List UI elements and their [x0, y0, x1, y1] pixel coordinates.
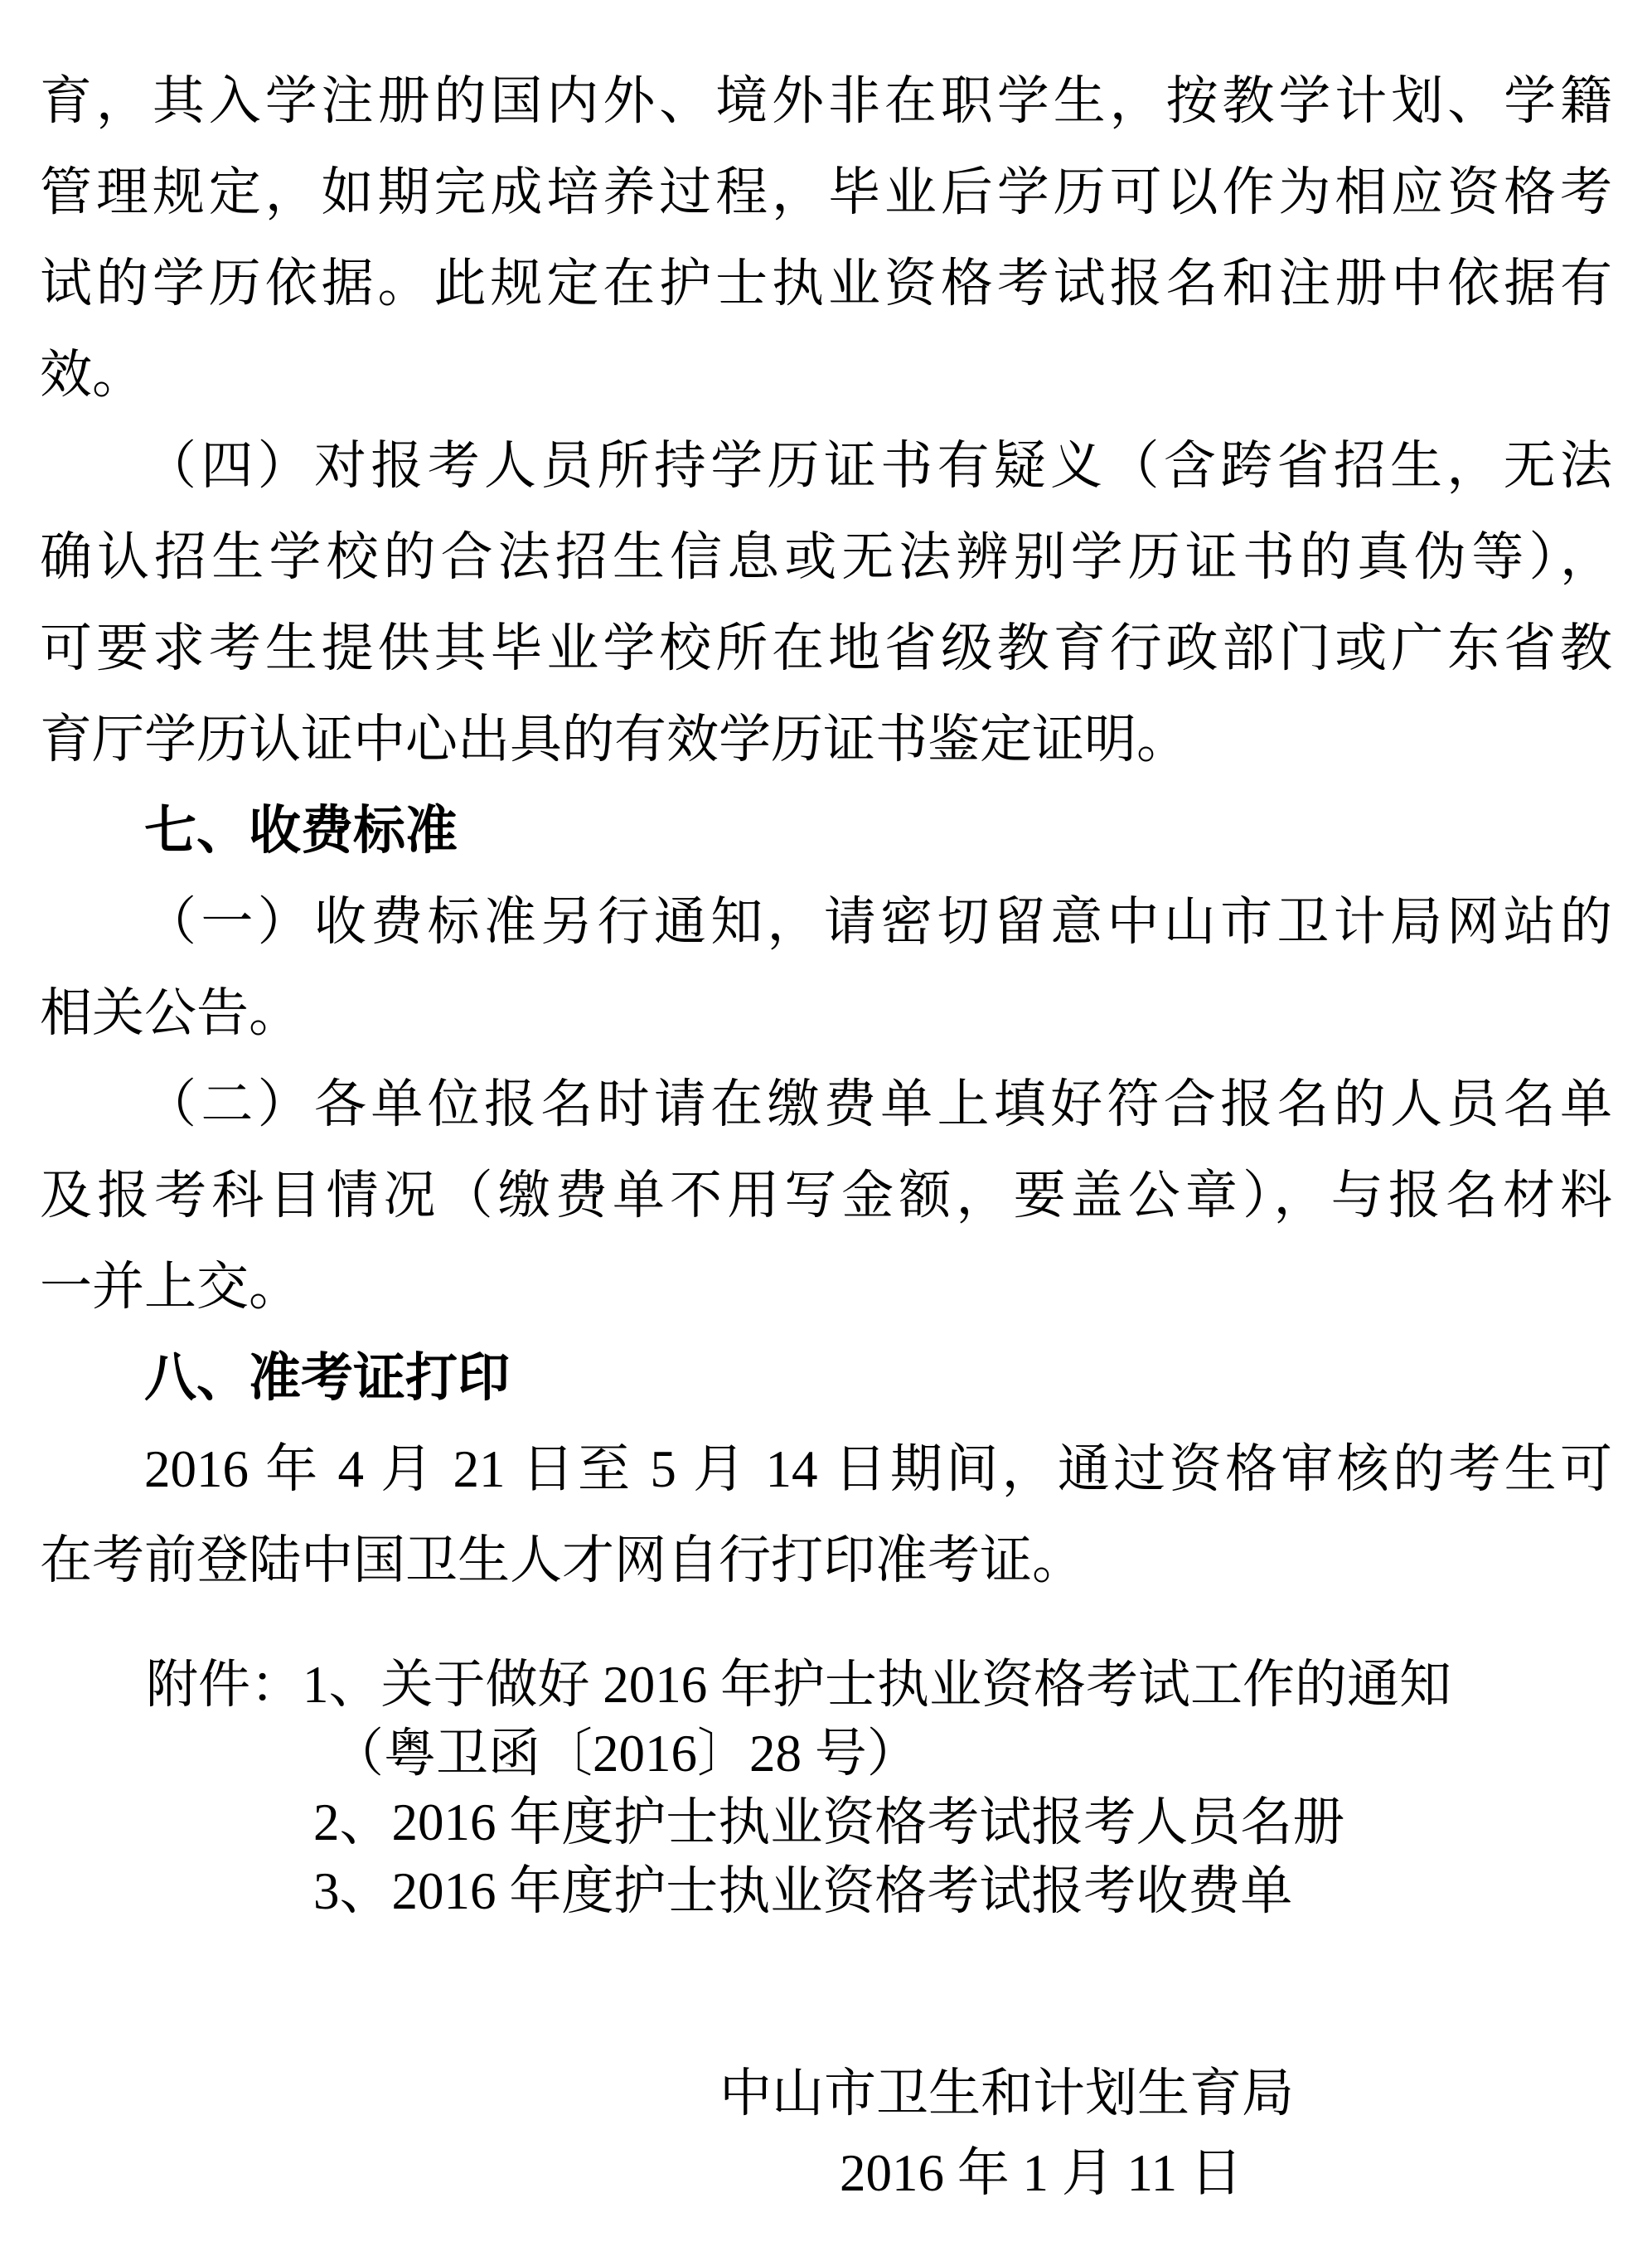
body-line: （二）各单位报名时请在缴费单上填好符合报名的人员名单: [144, 1075, 1612, 1133]
body-line: 育厅学历认证中心出具的有效学历证书鉴定证明。: [40, 711, 1189, 769]
signature-org: 中山市卫生和计划生育局: [719, 2064, 1294, 2123]
body-line: 在考前登陆中国卫生人才网自行打印准考证。: [40, 1531, 1084, 1589]
body-line: 及报考科目情况（缴费单不用写金额，要盖公章），与报名材料: [40, 1167, 1612, 1225]
attachment-line: （粤卫函〔2016〕28 号）: [332, 1725, 919, 1783]
body-line: 效。: [40, 346, 144, 404]
attachments-block: [40, 1651, 1612, 1926]
body-line: 育，其入学注册的国内外、境外非在职学生，按教学计划、学籍: [40, 72, 1612, 130]
body-line: （一）收费标准另行通知，请密切留意中山市卫计局网站的: [144, 893, 1612, 951]
body-line: 管理规定，如期完成培养过程，毕业后学历可以作为相应资格考: [40, 163, 1612, 221]
attachment-line: 2、2016 年度护士执业资格考试报考人员名册: [313, 1793, 1345, 1851]
attachment-line: 附件：1、关于做好 2016 年护士执业资格考试工作的通知: [146, 1656, 1451, 1714]
body-line: 确认招生学校的合法招生信息或无法辨别学历证书的真伪等），: [40, 528, 1612, 586]
body-line: （四）对报考人员所持学历证书有疑义（含跨省招生，无法: [144, 437, 1612, 495]
body-line: 七、收费标准: [144, 802, 458, 860]
body-line: 相关公告。: [40, 984, 301, 1042]
attachment-line: 3、2016 年度护士执业资格考试报考收费单: [313, 1862, 1293, 1920]
body-line: 可要求考生提供其毕业学校所在地省级教育行政部门或广东省教: [40, 619, 1612, 677]
body-line: 八、准考证打印: [144, 1349, 510, 1407]
document-body: [40, 56, 1612, 1926]
body-line: 试的学历依据。此规定在护士执业资格考试报名和注册中依据有: [40, 255, 1612, 313]
body-line: 一并上交。: [40, 1258, 301, 1316]
signature-date: 2016 年 1 月 11 日: [840, 2144, 1243, 2202]
body-line: 2016 年 4 月 21 日至 5 月 14 日期间，通过资格审核的考生可: [144, 1440, 1612, 1498]
